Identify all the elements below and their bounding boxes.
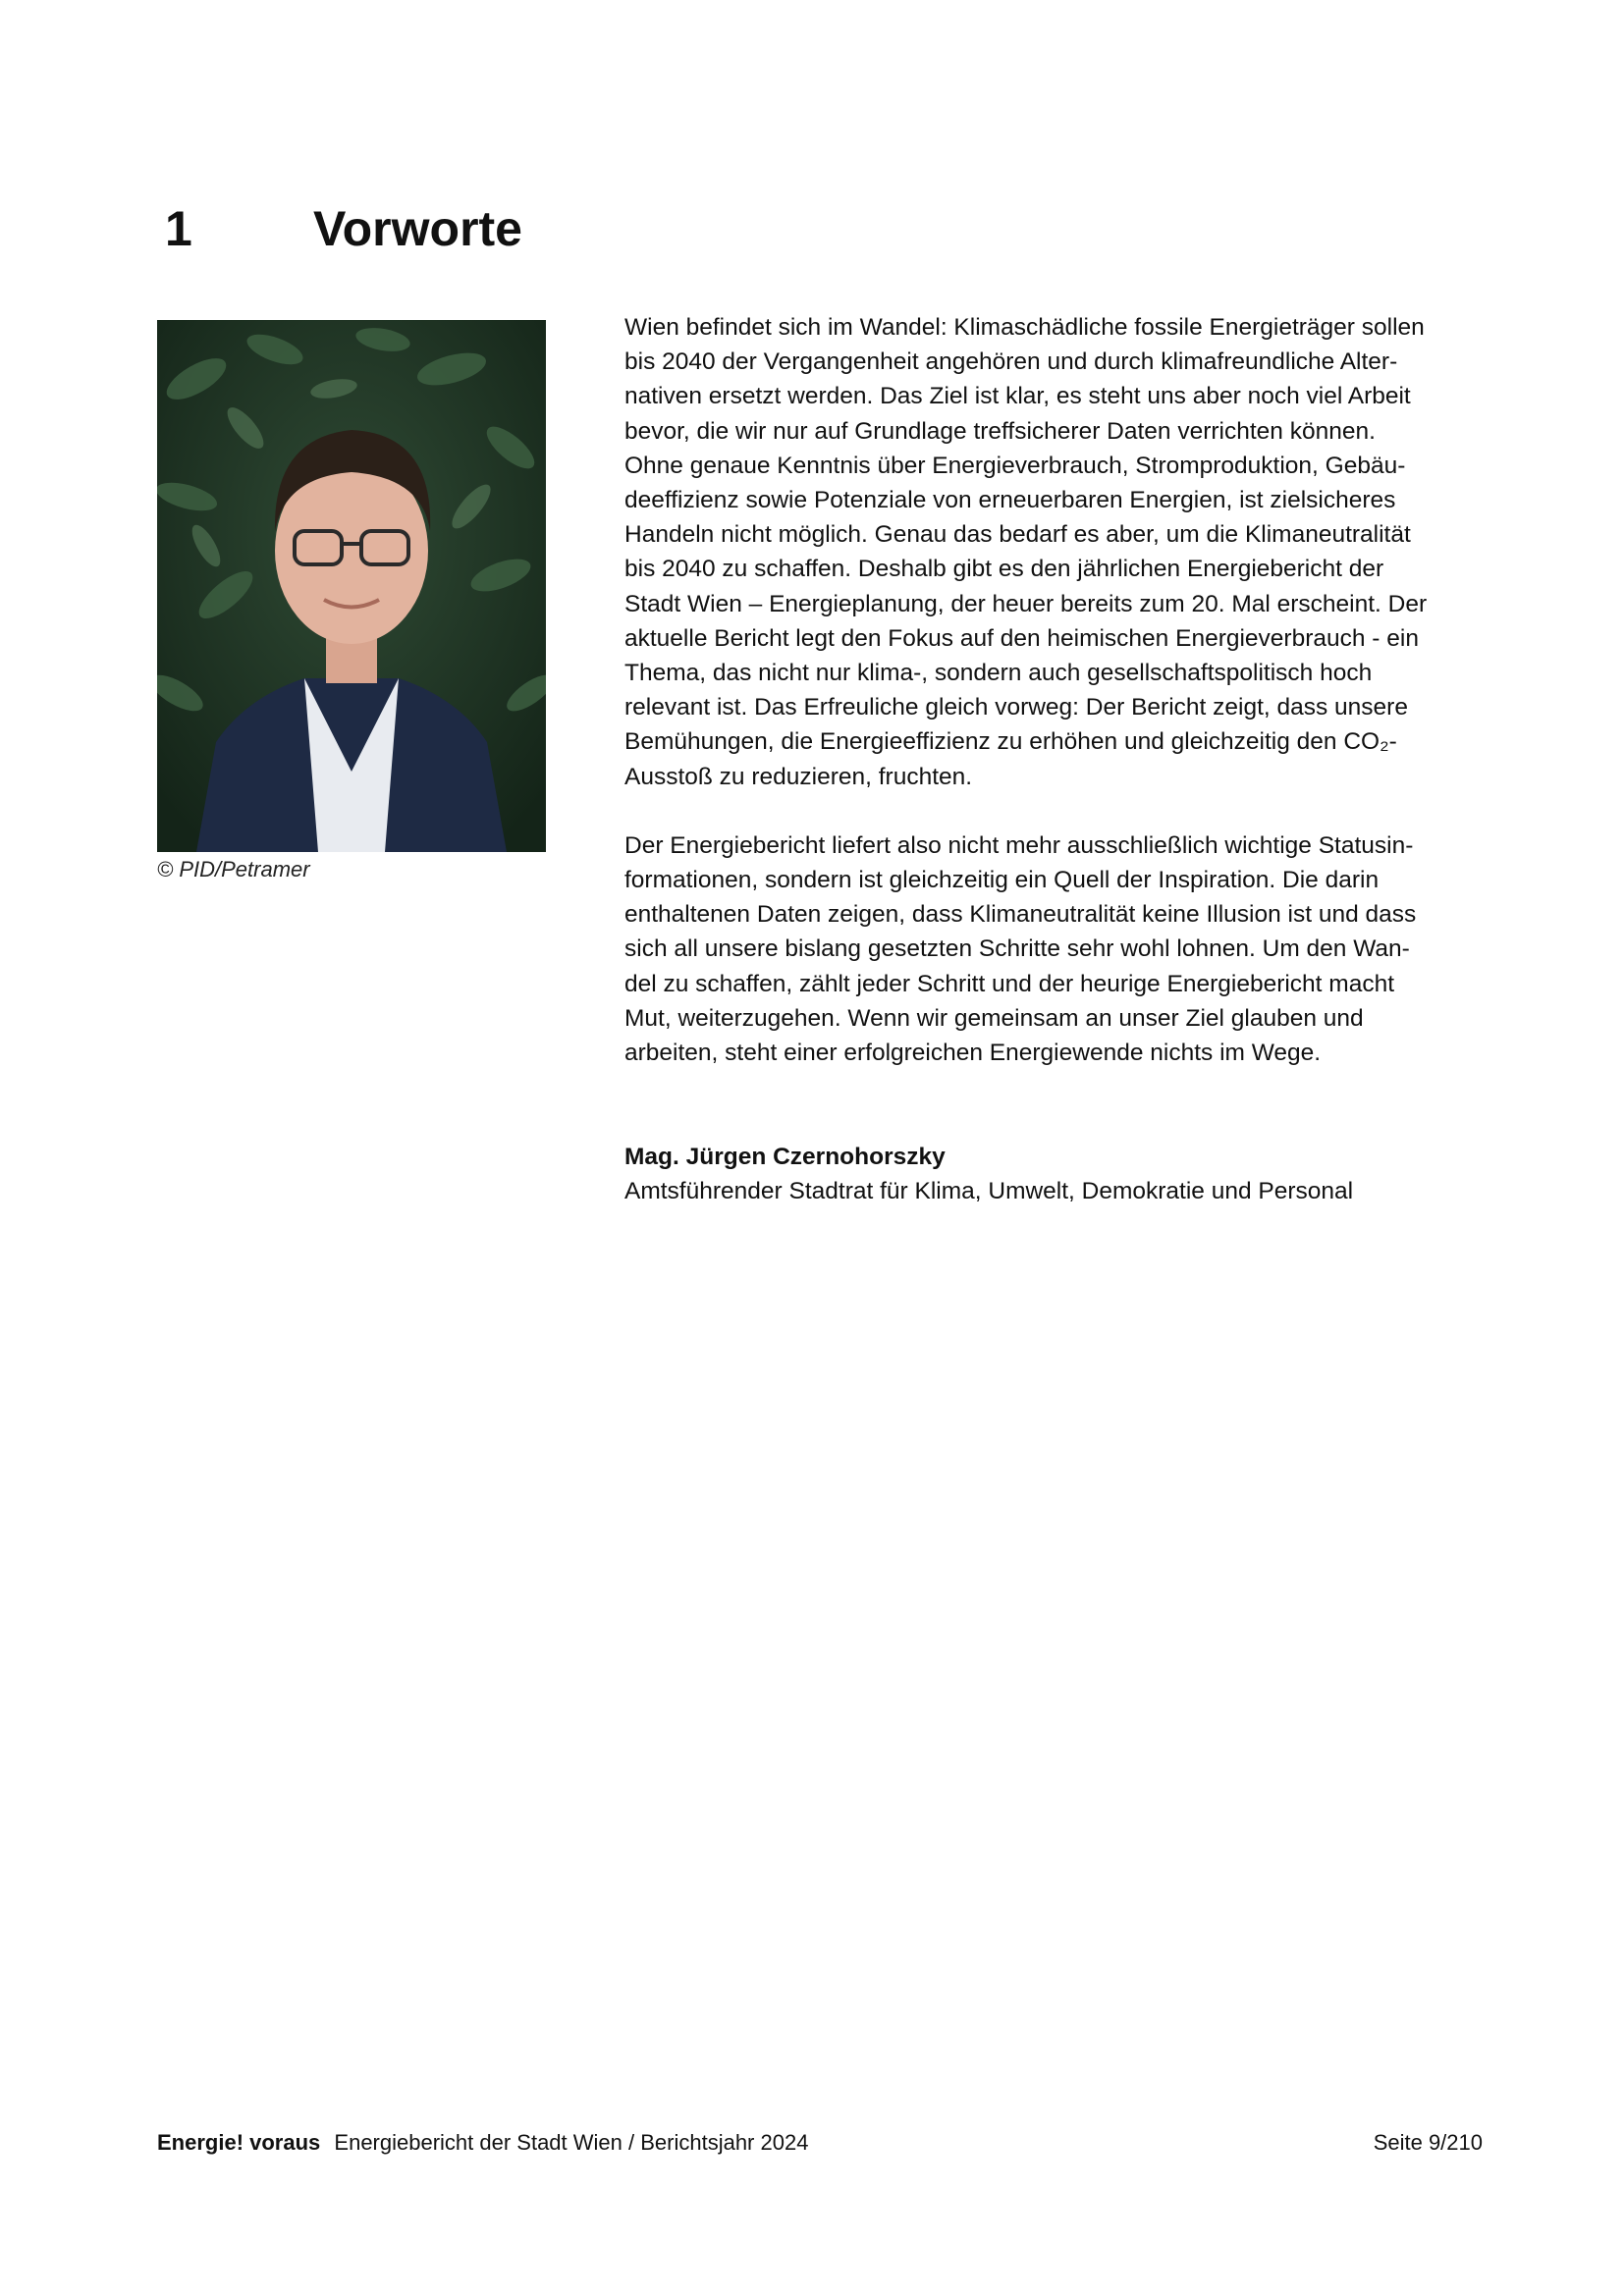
page-footer [157, 2128, 1483, 2158]
text-line: Wien befindet sich im Wandel: Klimaschädliche fossile Energieträger sollen [624, 314, 1425, 341]
page-number: Seite 9/210 [1373, 2130, 1483, 2155]
section-number: 1 [165, 201, 192, 256]
text-line: Der Energiebericht liefert also nicht mehr ausschließlich wichtige Statusin- [624, 831, 1414, 859]
text-line: enthaltenen Daten zeigen, dass Klimaneutralität keine Illusion ist und dass [624, 901, 1417, 929]
signature-name: Mag. Jürgen Czernohorszky [624, 1144, 946, 1171]
portrait-photo [157, 320, 546, 852]
paragraph-1 [624, 310, 1489, 794]
text-line: nativen ersetzt werden. Das Ziel ist klar, es steht uns aber noch viel Arbeit [624, 383, 1411, 410]
text-line: Bemühungen, die Energieeffizienz zu erhöhen und gleichzeitig den CO₂- [624, 728, 1397, 756]
text-line: bevor, die wir nur auf Grundlage treffsicherer Daten verrichten können. [624, 417, 1376, 445]
text-line: Ohne genaue Kenntnis über Energieverbrauch, Stromproduktion, Gebäu- [624, 452, 1406, 479]
text-line: Mut, weiterzugehen. Wenn wir gemeinsam an unser Ziel glauben und [624, 1004, 1364, 1032]
text-line: aktuelle Bericht legt den Fokus auf den heimischen Energieverbrauch - ein [624, 624, 1419, 652]
text-line: bis 2040 zu schaffen. Deshalb gibt es den jährlichen Energiebericht der [624, 556, 1384, 583]
photo-credit: © PID/Petramer [157, 857, 310, 881]
signature [624, 1140, 1489, 1208]
text-line: Thema, das nicht nur klima-, sondern auch gesellschaftspolitisch hoch [624, 660, 1373, 687]
text-line: arbeiten, steht einer erfolgreichen Energiewende nichts im Wege. [624, 1040, 1322, 1067]
text-line: deeffizienz sowie Potenziale von erneuerbaren Energien, ist zielsicheres [624, 487, 1396, 514]
paragraph-2 [624, 828, 1489, 1070]
text-line: Ausstoß zu reduzieren, fruchten. [624, 763, 973, 790]
foreword-body [624, 310, 1489, 1209]
text-line: Stadt Wien – Energieplanung, der heuer bereits zum 20. Mal erscheint. Der [624, 590, 1428, 617]
signature-role: Amtsführender Stadtrat für Klima, Umwelt, Demokratie und Personal [624, 1178, 1354, 1205]
footer-subtitle: Energiebericht der Stadt Wien / Berichtsjahr 2024 [334, 2130, 809, 2155]
text-line: formationen, sondern ist gleichzeitig ein Quell der Inspiration. Die darin [624, 867, 1380, 894]
footer-brand: Energie! voraus [157, 2130, 321, 2155]
text-line: bis 2040 der Vergangenheit angehören und durch klimafreundliche Alter- [624, 348, 1398, 376]
text-line: del zu schaffen, zählt jeder Schritt und der heurige Energiebericht macht [624, 970, 1394, 997]
text-line: relevant ist. Das Erfreuliche gleich vorweg: Der Bericht zeigt, dass unsere [624, 694, 1408, 721]
section-title: Vorworte [313, 201, 522, 256]
text-line: sich all unsere bislang gesetzten Schritte sehr wohl lohnen. Um den Wan- [624, 935, 1410, 963]
text-line: Handeln nicht möglich. Genau das bedarf es aber, um die Klimaneutralität [624, 521, 1411, 549]
